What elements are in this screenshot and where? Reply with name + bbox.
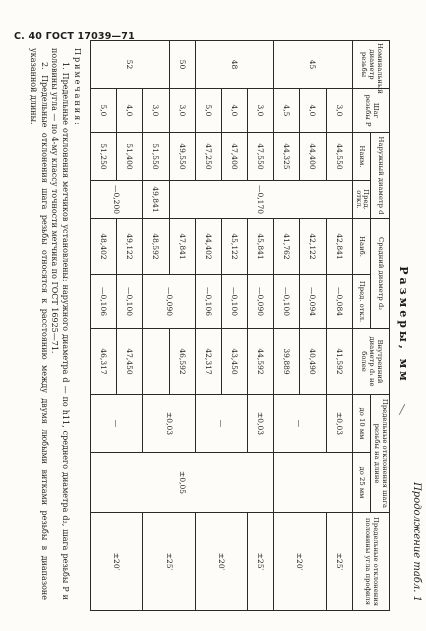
cell-inner: 46,592: [169, 329, 195, 395]
page-header: С. 40 ГОСТ 17039—71: [14, 31, 135, 42]
col-outer-min: Наим.: [352, 133, 371, 181]
col-mean-dev: Пред. откл.: [352, 275, 371, 329]
cell-pitch: 4,0: [117, 89, 143, 133]
cell-pitch: 5,0: [91, 89, 117, 133]
col-half-angle-deviation: Предельные отклонения половины угла профиля: [352, 513, 389, 611]
cell-pd10: ±0,03: [143, 395, 195, 453]
cell-pd10: —: [195, 395, 247, 453]
col-pitch: Шаг резьбы P: [352, 89, 389, 133]
cell-outer-min: 51,250: [91, 133, 117, 181]
cell-half-angle: ±25′: [143, 513, 195, 611]
cell-half-angle: ±20′: [91, 513, 143, 611]
table-row: [221, 41, 247, 611]
col-outer-dev: Пред. откл.: [352, 181, 371, 219]
cell-outer-dev: —0,170: [169, 181, 352, 219]
col-mean-max: Наиб.: [352, 219, 371, 275]
cell-mean-dev: —0,090: [248, 275, 274, 329]
dimensions-table: [90, 40, 390, 611]
col-pitch-dev-10: до 10 мм: [352, 395, 371, 453]
cell-pitch: 3,0: [326, 89, 352, 133]
cell-mean-dev: —0,106: [195, 275, 221, 329]
cell-inner: 48,592: [143, 219, 169, 275]
table-title: Размеры, мм: [397, 266, 410, 384]
notes-block: [27, 48, 82, 600]
cell-nominal: 45: [274, 41, 353, 89]
cell-nominal: 48: [195, 41, 274, 89]
cell-inner: 41,592: [326, 329, 352, 395]
cell-mean-max: 48,402: [91, 219, 117, 275]
col-pitch-dev-25: до 25 мм: [352, 453, 371, 513]
col-inner-diameter: Внутренний диаметр d₁ не более: [352, 329, 389, 395]
cell-mean-max: 47,841: [169, 219, 195, 275]
cell-mean-dev: —0,100: [274, 275, 300, 329]
cell-mean-max: 42,122: [300, 219, 326, 275]
notes-title: Примечания:: [73, 48, 82, 127]
cell-mean-dev: —0,090: [143, 275, 195, 329]
cell-outer-min: 47,250: [195, 133, 221, 181]
cell-outer-min: 49,550: [169, 133, 195, 181]
cell-pd10: ±0,03: [248, 395, 274, 453]
cell-pd25: ±0,05: [91, 453, 274, 513]
cell-outer-min: 44,550: [326, 133, 352, 181]
cell-inner: 43,450: [221, 329, 247, 395]
table-row: [248, 41, 274, 611]
note-2: 2. Предельные отклонения шага резьбы относятся к расстоянию между двумя любыми витками резьбы в диапазоне указанной длины.: [28, 48, 49, 600]
cell-mean-dev: —0,100: [117, 275, 143, 329]
cell-pitch: 4,0: [221, 89, 247, 133]
cell-pd10: —: [274, 395, 326, 453]
col-outer-diameter: Наружный диаметр d: [371, 133, 390, 219]
cell-mean-max: 42,841: [326, 219, 352, 275]
col-nominal-diameter: Номинальный диаметр резьбы: [352, 41, 389, 89]
cell-outer-min: 47,400: [221, 133, 247, 181]
table-row: [300, 41, 326, 611]
cell-mean-dev: —0,100: [221, 275, 247, 329]
cell-pitch: 4,5: [274, 89, 300, 133]
cell-mean-max: 45,122: [221, 219, 247, 275]
cell-half-angle: ±25′: [326, 513, 352, 611]
cell-mean-dev: —0,094: [300, 275, 326, 329]
cell-pitch: 5,0: [195, 89, 221, 133]
continued-label: Продолжение табл. 1: [411, 482, 422, 602]
cell-half-angle: ±25′: [248, 513, 274, 611]
cell-pitch: 3,0: [248, 89, 274, 133]
cell-outer-min: 44,325: [274, 133, 300, 181]
note-1: 1. Предельные отклонения метчиков установлены: наружного диаметра d — по h11, среднего диаметра d₂, шага резьбы P и половины угла — по 4-му классу точности метчика по ГОСТ 16925—71.: [50, 48, 71, 600]
cell-inner: 39,889: [274, 329, 300, 395]
cell-pitch: 3,0: [169, 89, 195, 133]
cell-mean-dev: —0,084: [326, 275, 352, 329]
cell-outer-min: 44,400: [300, 133, 326, 181]
cell-inner: 42,317: [195, 329, 221, 395]
cell-outer-dev: —0,200: [91, 181, 143, 219]
cell-mean-max: 45,841: [248, 219, 274, 275]
cell-inner: 47,450: [117, 329, 143, 395]
col-mean-diameter: Средний диаметр d₂: [371, 219, 390, 329]
cell-pitch: 3,0: [143, 89, 169, 133]
cell-inner: 46,317: [91, 329, 117, 395]
cell-nominal: 50: [169, 41, 195, 89]
table-row: [117, 41, 143, 611]
cell-half-angle: ±20′: [274, 513, 326, 611]
cell-mean-max: 49,841: [143, 181, 169, 219]
cell-mean-max: 41,762: [274, 219, 300, 275]
cell-inner: 44,592: [248, 329, 274, 395]
cell-mean-max: 49,122: [117, 219, 143, 275]
table-row: [326, 41, 352, 611]
table-row: [169, 41, 195, 611]
cell-outer-min: 47,550: [248, 133, 274, 181]
col-pitch-deviation: Предельные отклонения шага резьбы на длине: [371, 395, 390, 513]
cell-pd25: [274, 453, 353, 513]
cell-mean-max: 44,402: [195, 219, 221, 275]
cell-pd10: —: [91, 395, 143, 453]
rotated-content: [6, 40, 426, 610]
cell-nominal: 52: [91, 41, 170, 89]
cell-pd10: ±0,03: [326, 395, 352, 453]
cell-inner: 40,490: [300, 329, 326, 395]
cell-mean-dev: —0,106: [91, 275, 117, 329]
cell-half-angle: ±20′: [195, 513, 247, 611]
cell-outer-min: 51,400: [117, 133, 143, 181]
cell-pitch: 4,0: [300, 89, 326, 133]
cell-outer-min: 51,550: [143, 133, 169, 181]
